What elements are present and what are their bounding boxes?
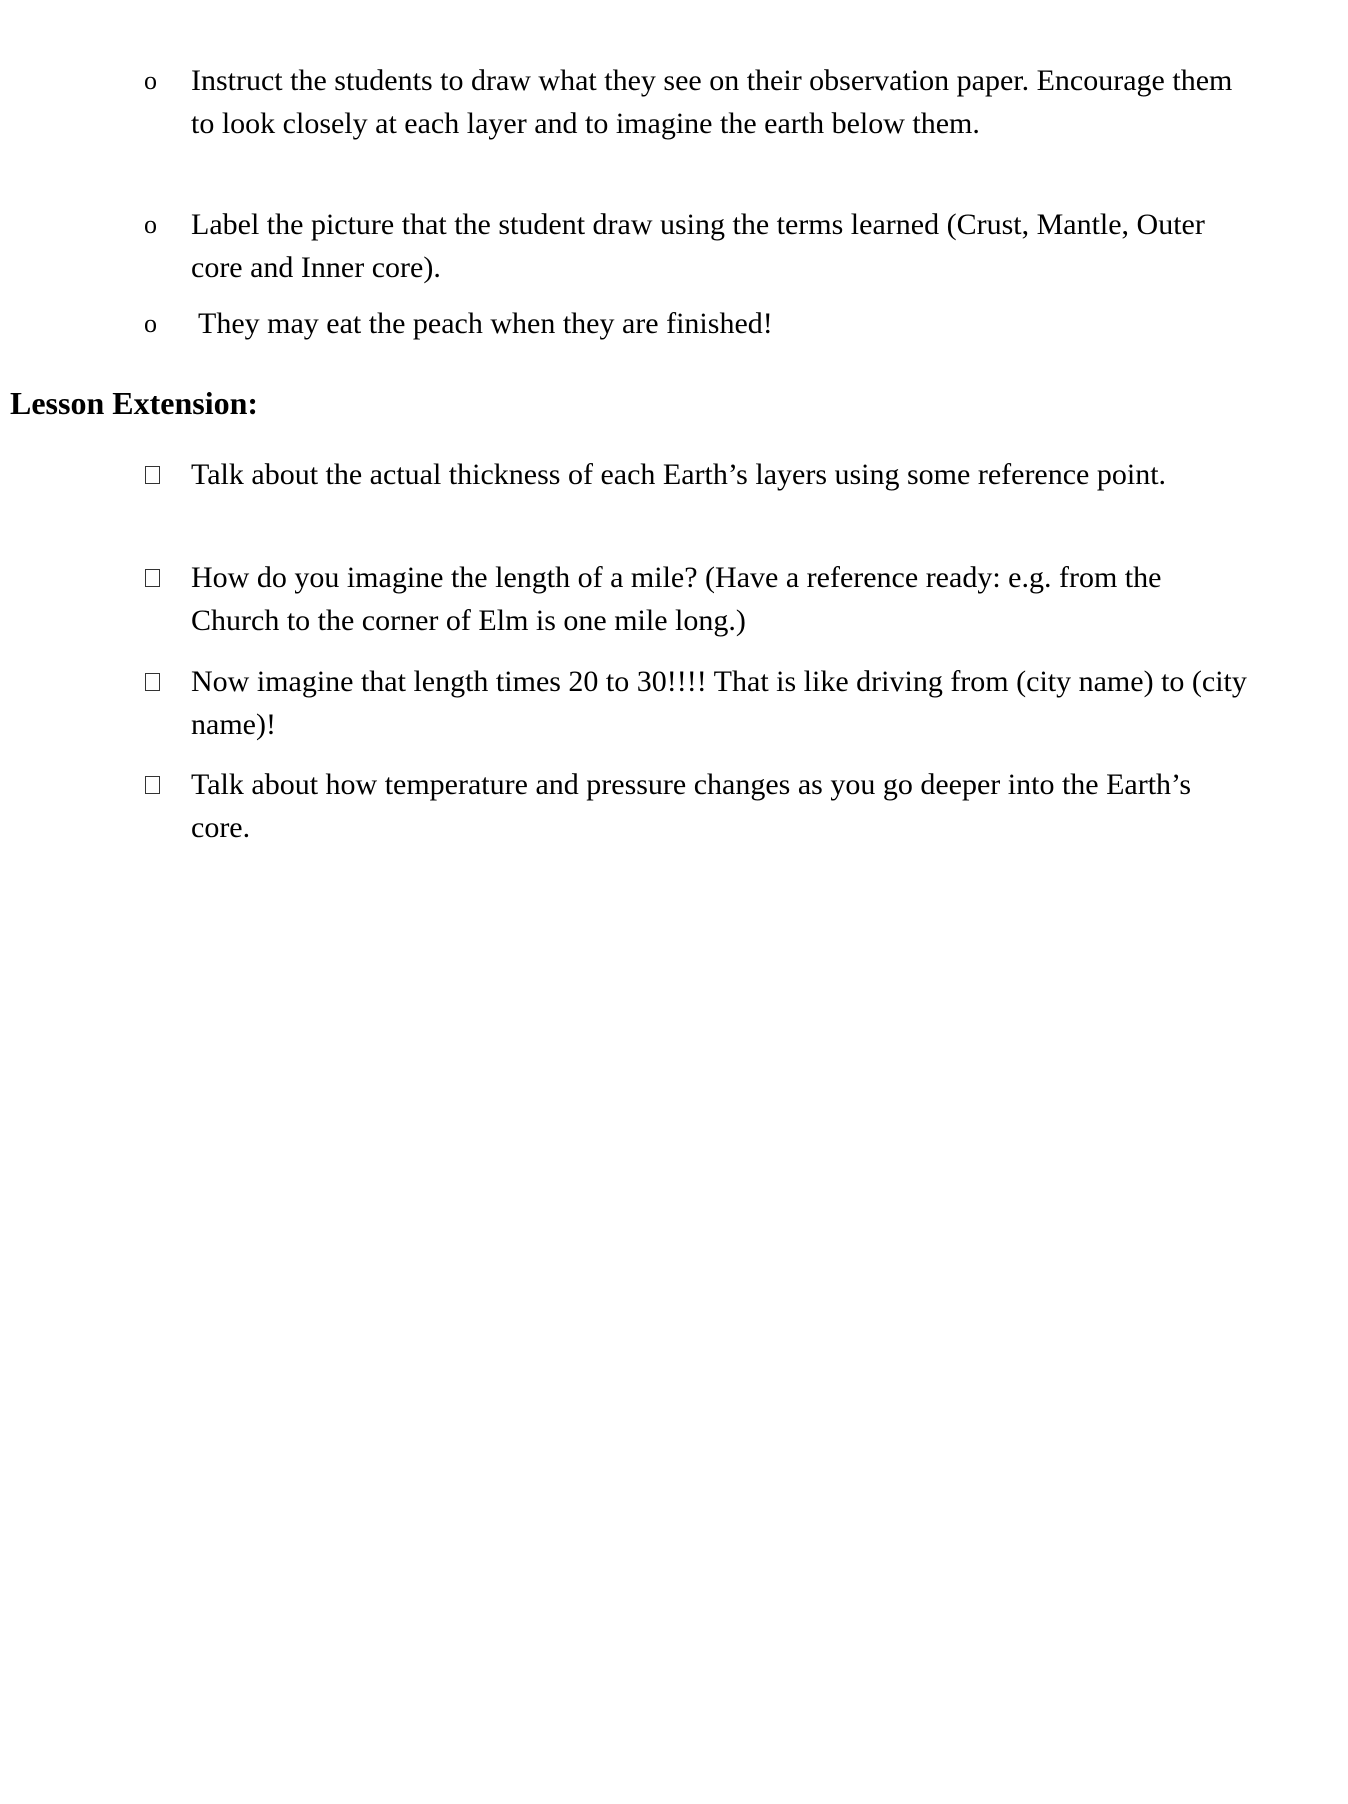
checkbox-bullet-icon — [145, 776, 160, 794]
checkbox-bullet-icon — [145, 466, 160, 484]
checkbox-bullet-icon — [145, 673, 160, 691]
section-heading: Lesson Extension: — [10, 385, 259, 421]
bullet-circle-icon: o — [144, 210, 157, 239]
list-item-text: How do you imagine the length of a mile? (Have a reference ready: e.g. from the Church to the corner of Elm is one mile long.) — [191, 561, 1162, 637]
list-item-text: Talk about the actual thickness of each Earth’s layers using some reference point. — [191, 458, 1167, 491]
bullet-circle-icon: o — [144, 66, 157, 95]
list-item-text: Talk about how temperature and pressure changes as you go deeper into the Earth’s core. — [191, 768, 1192, 844]
list-item-text: Now imagine that length times 20 to 30!!!! That is like driving from (city name) to (city name)! — [191, 665, 1247, 741]
checkbox-bullet-icon — [145, 569, 160, 587]
list-item-text: They may eat the peach when they are finished! — [198, 307, 773, 340]
list-item-text: Instruct the students to draw what they see on their observation paper. Encourage them to look closely at each layer and to imagine the earth below them. — [191, 64, 1233, 140]
list-item-text: Label the picture that the student draw using the terms learned (Crust, Mantle, Outer core and Inner core). — [191, 208, 1205, 284]
bullet-circle-icon: o — [144, 309, 157, 338]
